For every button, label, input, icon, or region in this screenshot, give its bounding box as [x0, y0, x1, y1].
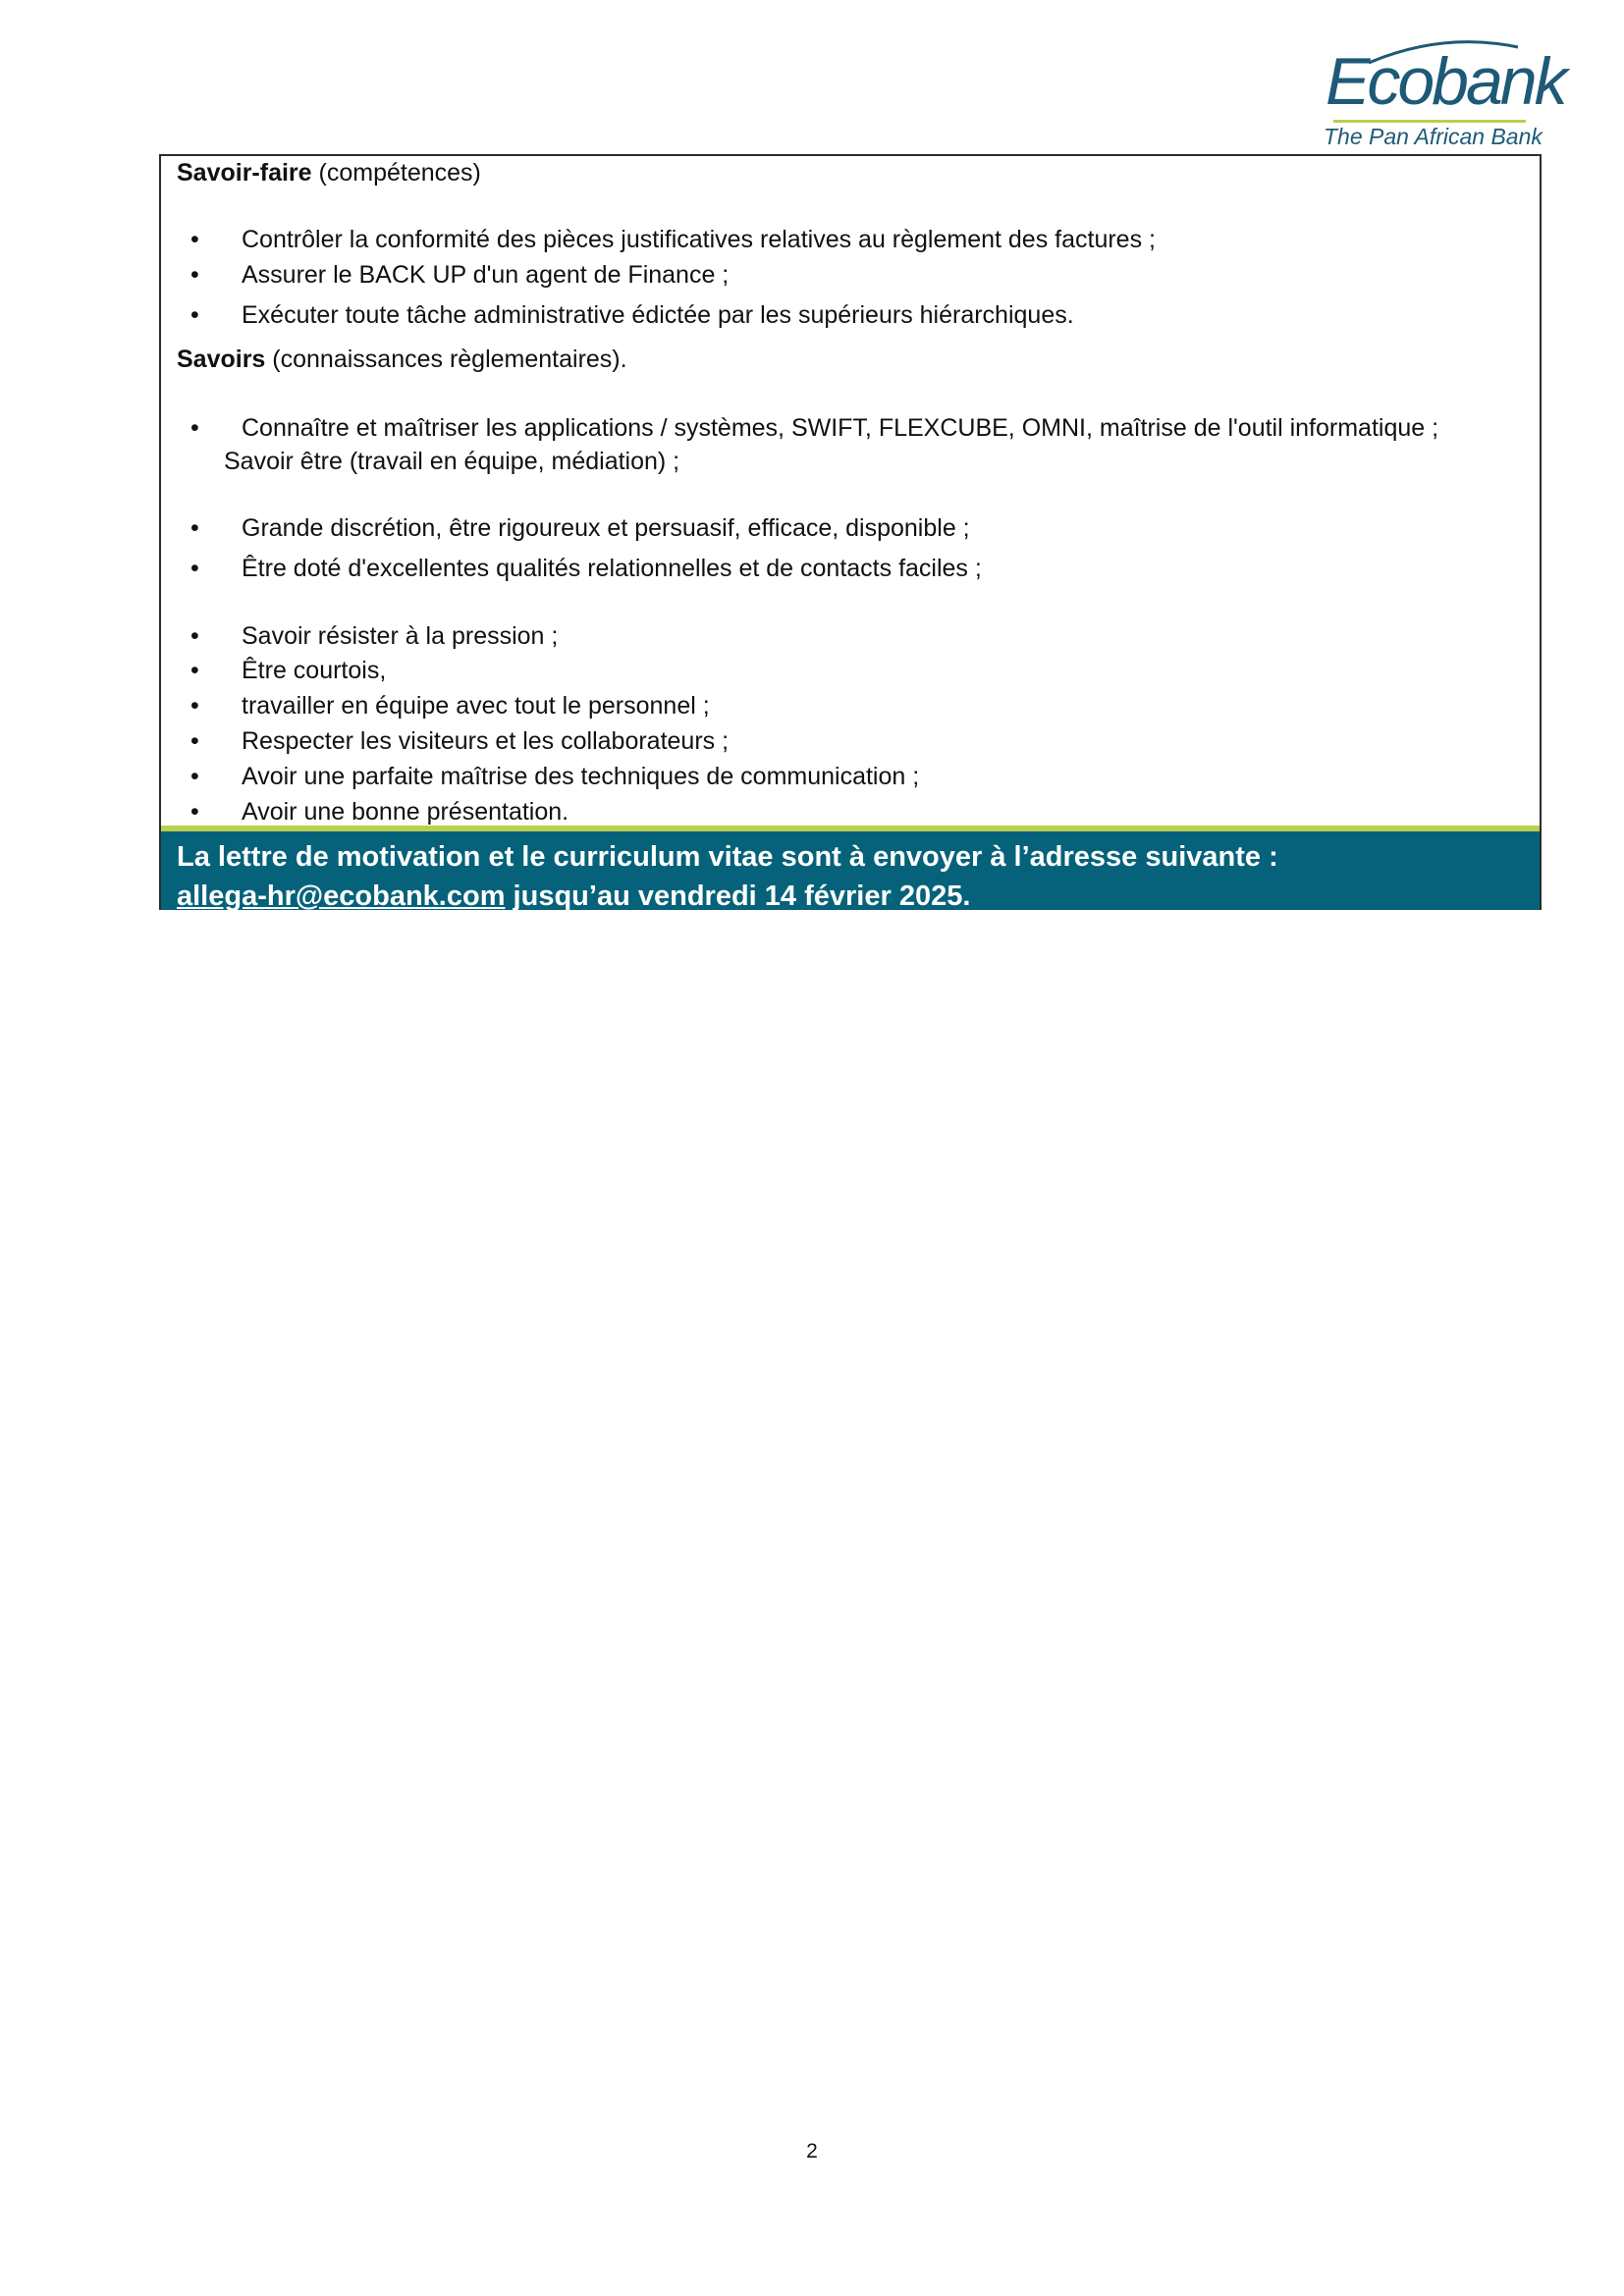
footer-line-1: La lettre de motivation et le curriculum vitae sont à envoyer à l’adresse suivante : [177, 841, 1278, 873]
bullet-icon: • [190, 226, 199, 253]
list-item-text: travailler en équipe avec tout le personnel ; [242, 692, 710, 720]
heading-subtitle: (connaissances règlementaires). [272, 346, 627, 373]
section-heading-savoirs [177, 345, 627, 374]
bullet-icon: • [190, 301, 199, 329]
section-heading-savoir-etre: Savoir être (travail en équipe, médiation) ; [224, 448, 680, 475]
email-link[interactable]: allega-hr@ecobank.com [177, 881, 506, 912]
list-item [190, 621, 559, 651]
footer-line-2 [177, 877, 1278, 916]
list-item [190, 260, 730, 290]
bullet-icon: • [190, 261, 199, 289]
bullet-icon: • [190, 798, 199, 826]
list-item [190, 762, 920, 791]
heading-title: Savoirs [177, 346, 266, 373]
bullet-icon: • [190, 514, 199, 542]
list-item [190, 726, 730, 756]
list-item-text: Avoir une parfaite maîtrise des techniques de communication ; [242, 763, 920, 790]
application-footer [161, 831, 1540, 910]
list-item [190, 554, 982, 583]
list-item-text: Avoir une bonne présentation. [242, 798, 569, 826]
deadline-text: jusqu’au vendredi 14 février 2025. [505, 881, 971, 912]
list-item-text: Connaître et maîtriser les applications / systèmes, SWIFT, FLEXCUBE, OMNI, maîtrise de l'outil informatique ; [242, 414, 1439, 442]
bullet-icon: • [190, 622, 199, 650]
footer-text [177, 837, 1278, 916]
heading-title: Savoir-faire [177, 159, 312, 187]
bullet-icon: • [190, 657, 199, 684]
bullet-icon: • [190, 692, 199, 720]
list-item-text: Grande discrétion, être rigoureux et persuasif, efficace, disponible ; [242, 514, 970, 542]
list-item [190, 691, 710, 721]
page-number: 2 [806, 2140, 818, 2163]
section-heading-savoir-faire [177, 158, 481, 187]
list-item-text: Être courtois, [242, 657, 387, 684]
list-item [190, 413, 1439, 443]
list-item [190, 656, 387, 685]
bullet-icon: • [190, 414, 199, 442]
list-item [190, 300, 1074, 330]
list-item [190, 513, 970, 543]
list-item-text: Savoir résister à la pression ; [242, 622, 559, 650]
list-item-text: Contrôler la conformité des pièces justificatives relatives au règlement des factures ; [242, 226, 1156, 253]
bullet-icon: • [190, 763, 199, 790]
ecobank-logo [1306, 35, 1565, 153]
list-item-text: Exécuter toute tâche administrative édictée par les supérieurs hiérarchiques. [242, 301, 1074, 329]
list-item-text: Respecter les visiteurs et les collaborateurs ; [242, 727, 730, 755]
list-item-text: Assurer le BACK UP d'un agent de Finance ; [242, 261, 730, 289]
content-frame [159, 154, 1542, 910]
logo-wordmark: Ecobank [1326, 44, 1565, 119]
bullet-icon: • [190, 555, 199, 582]
heading-subtitle: (compétences) [318, 159, 481, 187]
logo-rule [1333, 120, 1526, 123]
list-item [190, 797, 569, 827]
list-item-text: Être doté d'excellentes qualités relationnelles et de contacts faciles ; [242, 555, 982, 582]
logo-tagline: The Pan African Bank [1324, 124, 1543, 149]
bullet-icon: • [190, 727, 199, 755]
list-item [190, 225, 1156, 254]
